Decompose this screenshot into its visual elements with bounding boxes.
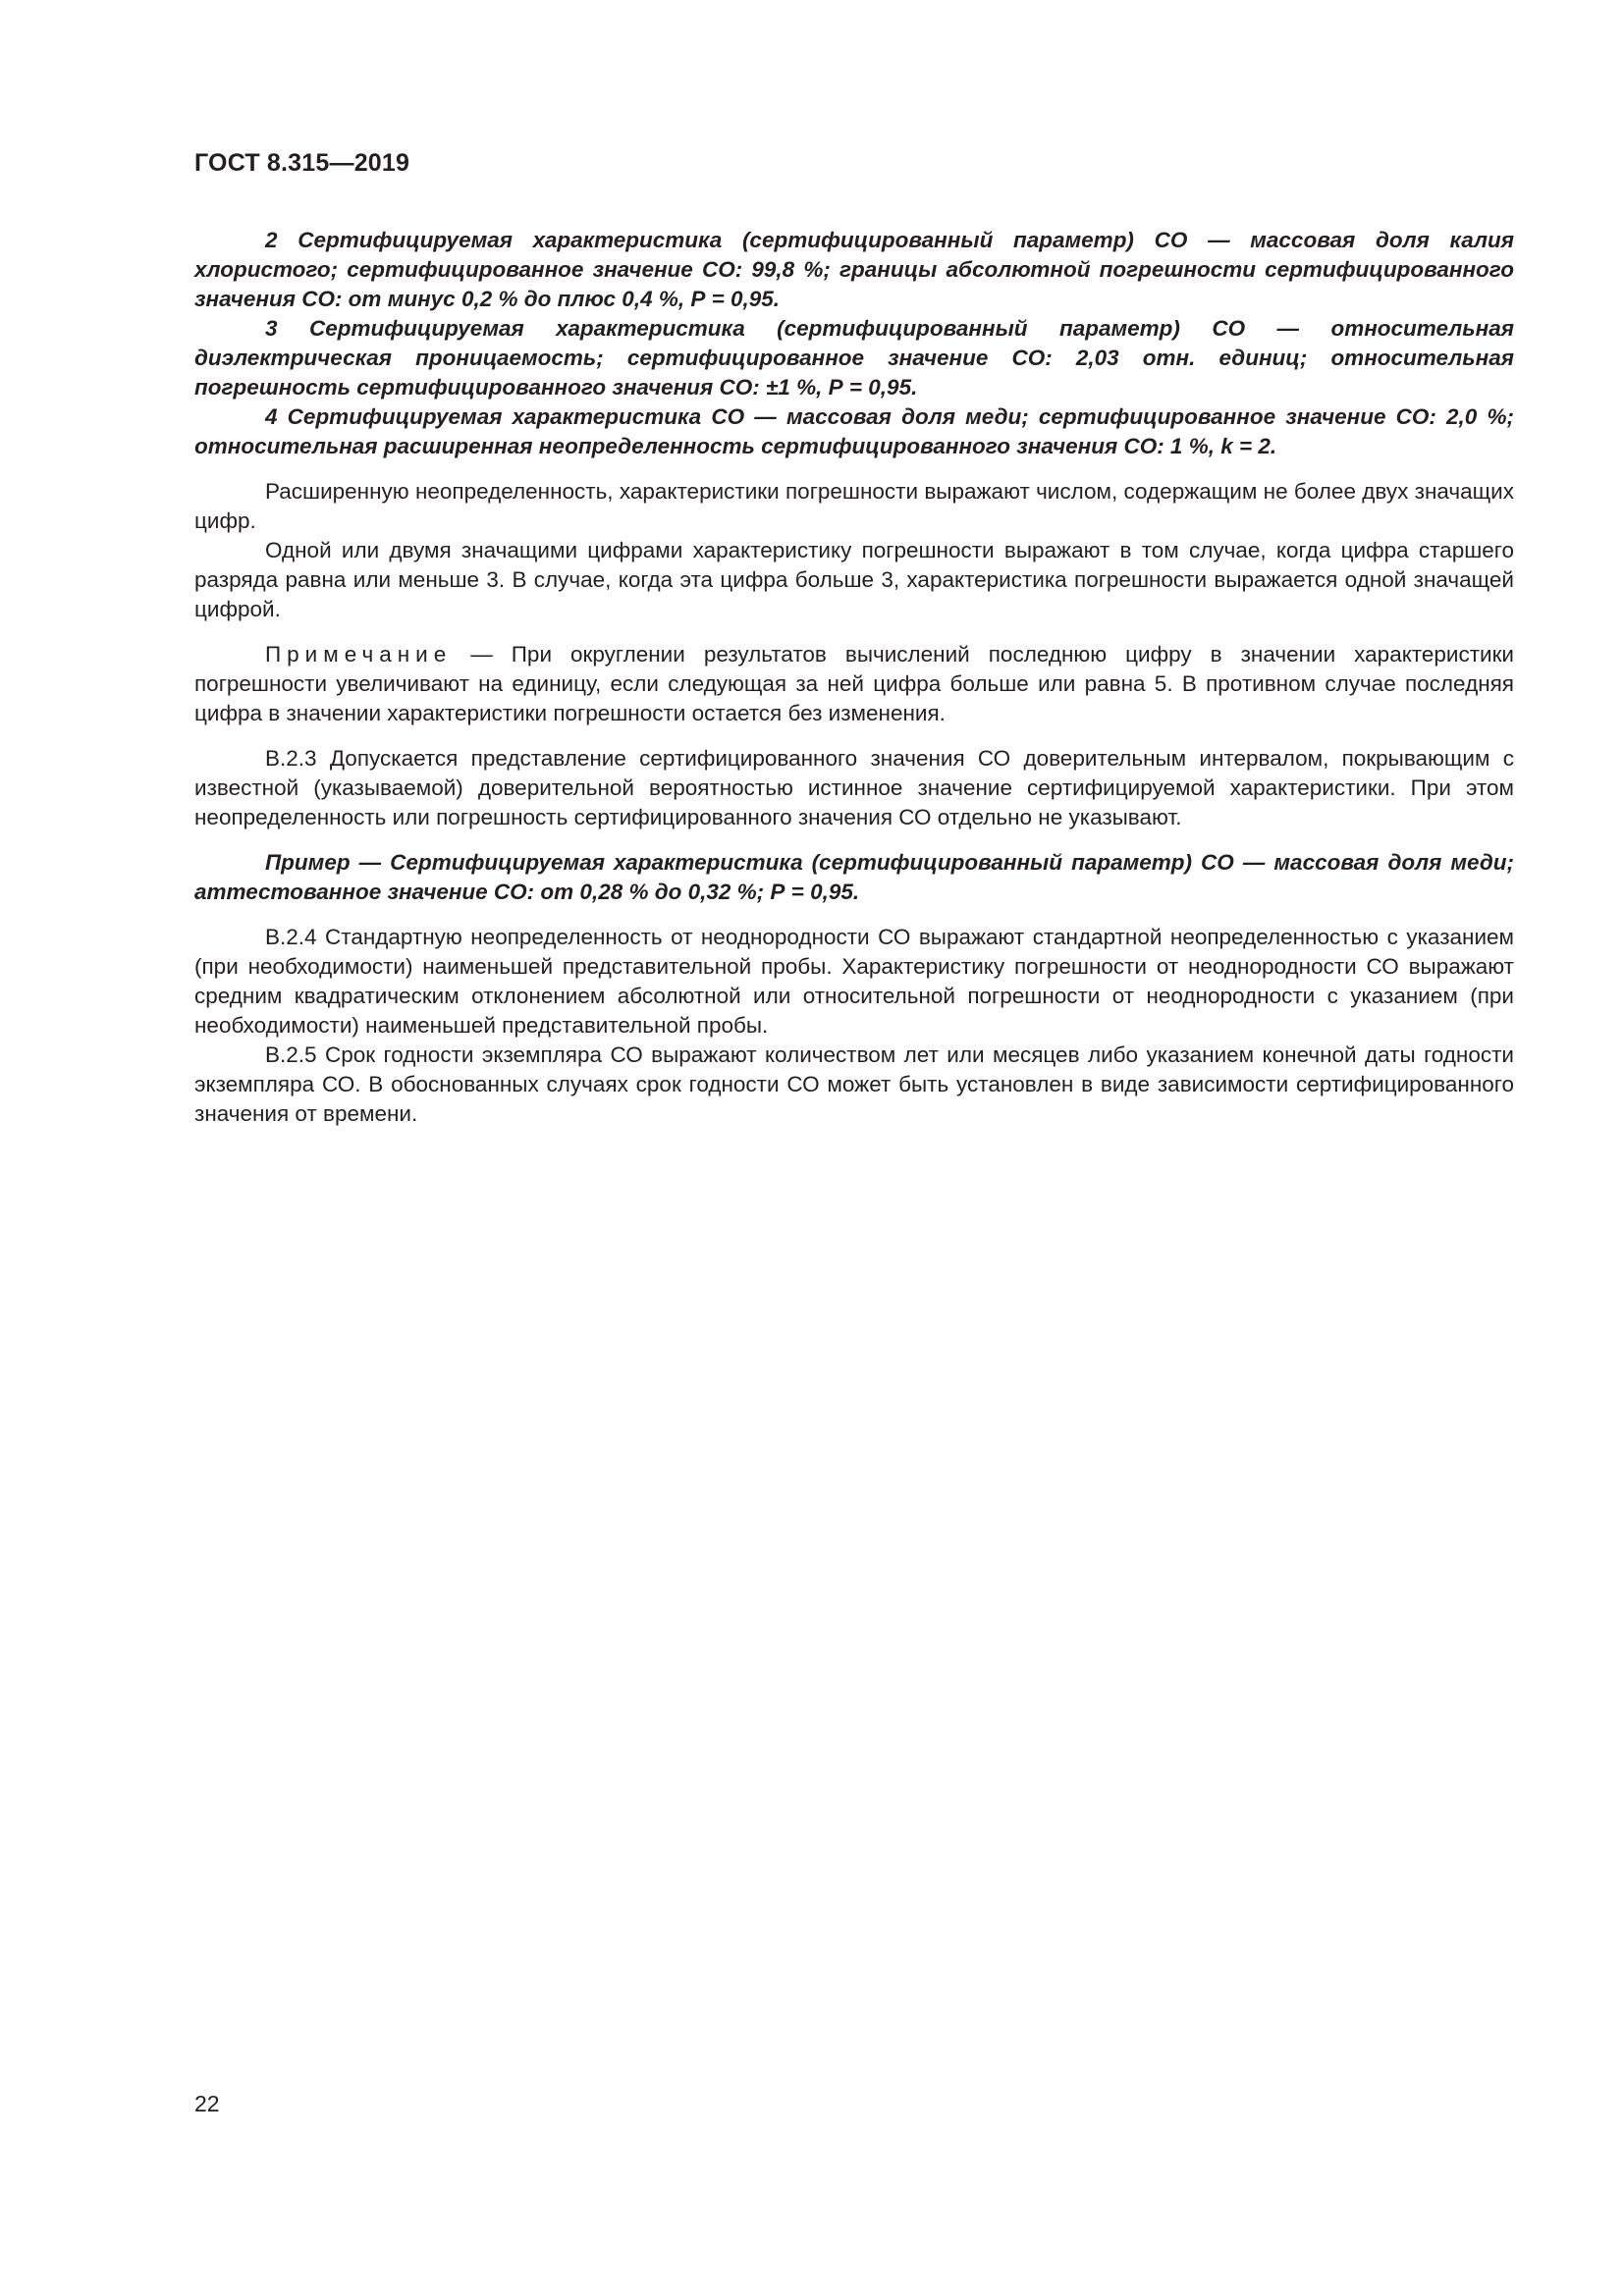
clause-b-2-4: В.2.4 Стандартную неопределенность от неоднородности СО выражают стандартной неопределенностью с указанием (при необходимости) наименьшей представительной пробы. Характеристику погрешности от неоднородности СО выражают средним квадратическим отклонением абсолютной или относительной погрешности от неоднородности с указанием (при необходимости) наименьшей представительной пробы. <box>194 925 1514 1038</box>
clause-b-2-5: В.2.5 Срок годности экземпляра СО выражают количеством лет или месяцев либо указанием конечной даты годности экземпляра СО. В обоснованных случаях срок годности СО может быть установлен в виде зависимости сертифицированного значения от времени. <box>194 1042 1514 1126</box>
clause-b-2-3: В.2.3 Допускается представление сертифицированного значения СО доверительным интервалом, покрывающим с известной (указываемой) доверительной вероятностью истинное значение сертифицируемой характеристики. При этом неопределенность или погрешность сертифицированного значения СО отдельно не указывают. <box>194 746 1514 829</box>
document-header: ГОСТ 8.315—2019 <box>194 149 410 177</box>
example-confidence-interval: Пример — Сертифицируемая характеристика (сертифицированный параметр) СО — массовая доля меди; аттестованное значение СО: от 0,28 % до 0,32 %; Р = 0,95. <box>194 850 1514 904</box>
note-paragraph <box>194 640 1514 728</box>
paragraph-expanded-uncertainty: Расширенную неопределенность, характеристики погрешности выражают числом, содержащим не более двух значащих цифр. <box>194 479 1514 533</box>
paragraph-significant-digits: Одной или двумя значащими цифрами характеристику погрешности выражают в том случае, когда цифра старшего разряда равна или меньше 3. В случае, когда эта цифра больше 3, характеристика погрешности выражается одной значащей цифрой. <box>194 538 1514 621</box>
example-2: 2 Сертифицируемая характеристика (сертифицированный параметр) СО — массовая доля калия хлористого; сертифицированное значение СО: 99,8 %; границы абсолютной погрешности сертифицированного значения СО: от минус 0,2 % до плюс 0,4 %, Р = 0,95. <box>194 228 1514 311</box>
note-text: — При округлении результатов вычислений последнюю цифру в значении характеристики погрешности увеличивают на единицу, если следующая за ней цифра больше или равна 5. В противном случае последняя цифра в значении характеристики погрешности остается без изменения. <box>194 642 1514 725</box>
page-number: 22 <box>194 2091 220 2116</box>
example-4: 4 Сертифицируемая характеристика СО — массовая доля меди; сертифицированное значение СО: 2,0 %; относительная расширенная неопределенность сертифицированного значения СО: 1 %, k = 2. <box>194 404 1514 458</box>
note-label: Примечание <box>265 642 453 667</box>
example-3: 3 Сертифицируемая характеристика (сертифицированный параметр) СО — относительная диэлектрическая проницаемость; сертифицированное значение СО: 2,03 отн. единиц; относительная погрешность сертифицированного значения СО: ±1 %, Р = 0,95. <box>194 316 1514 400</box>
page-content <box>194 226 1514 1129</box>
